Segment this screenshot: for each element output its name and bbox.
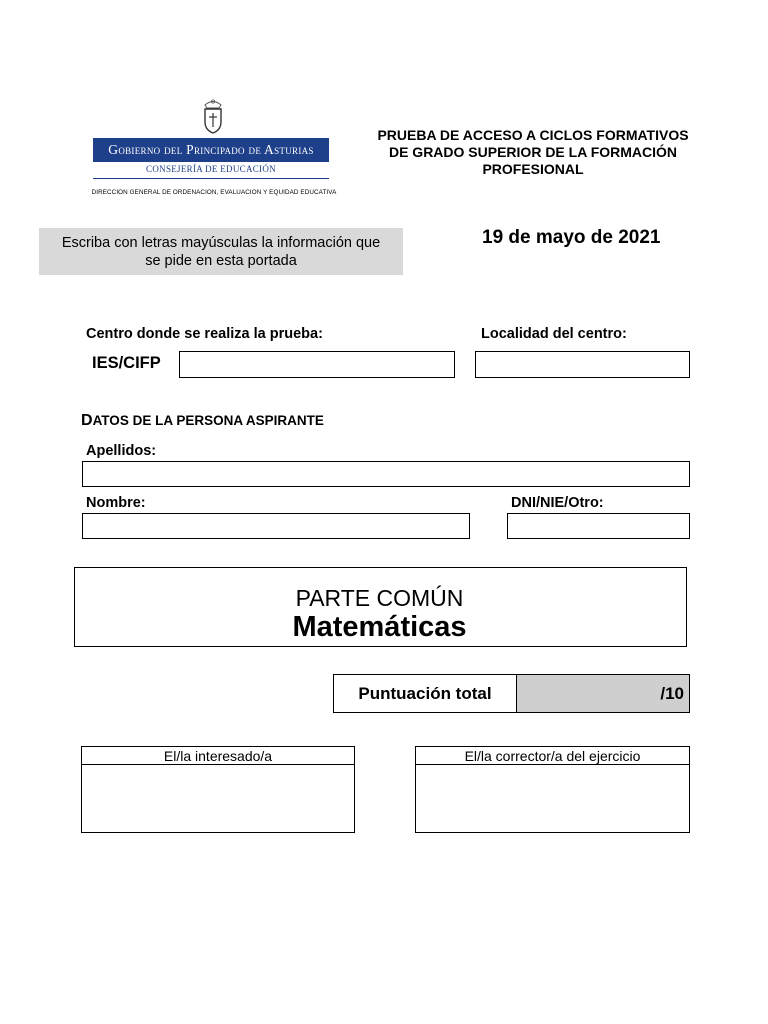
corrector-signature-header bbox=[415, 746, 690, 765]
total-score-label bbox=[333, 674, 517, 713]
surname-label: Apellidos: bbox=[86, 443, 157, 459]
instruction-line: Escriba con letras mayúsculas la información que bbox=[61, 234, 381, 251]
centre-name-field[interactable] bbox=[179, 351, 455, 378]
name-field[interactable] bbox=[82, 513, 470, 539]
exam-title-line: DE GRADO SUPERIOR DE LA FORMACIÓN bbox=[388, 144, 678, 160]
exam-title-line: PROFESIONAL bbox=[482, 161, 584, 177]
candidate-signature-header bbox=[81, 746, 355, 765]
government-name: Gobierno del Principado de Asturias bbox=[108, 142, 314, 157]
instruction-box bbox=[39, 228, 403, 275]
coat-of-arms-icon bbox=[199, 99, 227, 135]
surname-field[interactable] bbox=[82, 461, 690, 487]
corrector-signature-field[interactable] bbox=[415, 764, 690, 833]
centre-label: Centro donde se realiza la prueba: bbox=[86, 326, 323, 342]
locality-field[interactable] bbox=[475, 351, 690, 378]
total-score-label-text: Puntuación total bbox=[358, 683, 492, 703]
exam-part: PARTE COMÚN bbox=[295, 585, 464, 611]
total-score-field[interactable] bbox=[516, 674, 690, 713]
id-label: DNI/NIE/Otro: bbox=[511, 495, 604, 511]
candidate-signature-label: El/la interesado/a bbox=[163, 747, 273, 764]
centre-prefix: IES/CIFP bbox=[92, 354, 161, 372]
exam-date: 19 de mayo de 2021 bbox=[482, 227, 661, 248]
government-banner bbox=[93, 138, 329, 162]
logo-divider bbox=[93, 178, 329, 179]
candidate-signature-field[interactable] bbox=[81, 764, 355, 833]
instruction-line: se pide en esta portada bbox=[145, 252, 297, 269]
applicant-section-heading bbox=[81, 412, 324, 430]
total-score-value: /10 bbox=[660, 683, 684, 703]
heading-rest: ATOS DE LA PERSONA ASPIRANTE bbox=[92, 413, 324, 428]
id-field[interactable] bbox=[507, 513, 690, 539]
corrector-signature-label: El/la corrector/a del ejercicio bbox=[464, 747, 641, 764]
subject-name: Matemáticas bbox=[292, 611, 467, 643]
directorate-name: DIRECCION GENERAL DE ORDENACION, EVALUACION Y EQUIDAD EDUCATIVA bbox=[91, 189, 337, 196]
heading-initial: D bbox=[81, 412, 93, 429]
locality-label: Localidad del centro: bbox=[481, 326, 627, 342]
exam-title bbox=[350, 127, 716, 178]
name-label: Nombre: bbox=[86, 495, 146, 511]
department-name: CONSEJERÍA DE EDUCACIÓN bbox=[146, 164, 276, 174]
exam-title-line: PRUEBA DE ACCESO A CICLOS FORMATIVOS bbox=[377, 127, 689, 143]
